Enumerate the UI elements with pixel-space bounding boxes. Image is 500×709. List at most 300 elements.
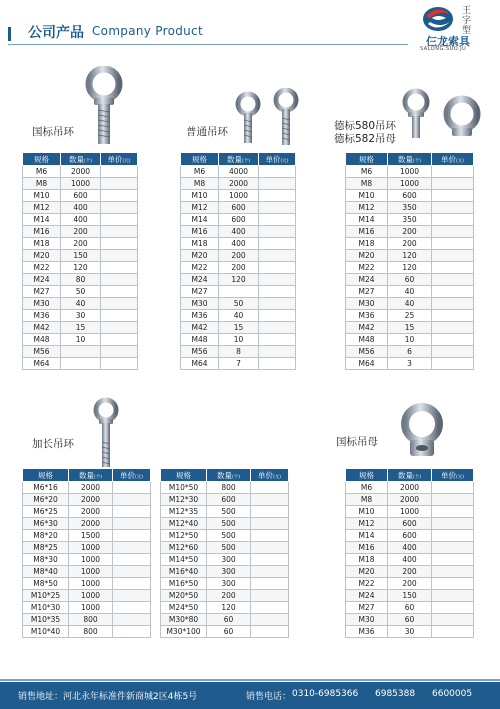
col-header-qty: 数量(个) [388,469,432,482]
table-row [161,518,289,530]
table-row [181,226,296,238]
cell-qty: 200 [388,226,432,238]
cell-price [259,286,296,298]
cell-spec: M14 [23,214,61,226]
cell-spec: M27 [23,286,61,298]
cell-qty: 15 [219,322,259,334]
cell-qty: 10 [61,334,101,346]
table-row [346,482,474,494]
table-row [23,518,151,530]
cell-spec: M8*40 [23,566,69,578]
table-row [23,482,151,494]
table-row [23,494,151,506]
cell-price [113,530,151,542]
table-row [346,614,474,626]
cell-qty: 40 [388,286,432,298]
table-row [23,274,138,286]
table-row [23,178,138,190]
table-row [346,602,474,614]
cell-price [259,166,296,178]
cell-qty [61,346,101,358]
long-eye-bolt-table-b [160,468,289,638]
cell-qty: 2000 [69,506,113,518]
cell-qty: 200 [388,566,432,578]
table-row [346,250,474,262]
table-row [181,178,296,190]
cell-price [113,494,151,506]
table-row [23,358,138,370]
table-row [23,322,138,334]
col-header-spec: 规格 [23,469,69,482]
table-row [181,274,296,286]
cell-price [101,310,138,322]
cell-price [432,298,474,310]
cell-price [432,566,474,578]
cell-price [101,298,138,310]
cell-price [251,482,289,494]
cell-spec: M20 [23,250,61,262]
table-row [181,358,296,370]
table-row [23,590,151,602]
header-title-en: Company Product [92,24,203,38]
cell-qty: 120 [388,250,432,262]
cell-price [432,166,474,178]
cell-qty: 200 [219,250,259,262]
cell-price [251,626,289,638]
cell-qty: 200 [61,226,101,238]
cell-qty: 8 [219,346,259,358]
cell-price [113,626,151,638]
cell-spec: M14 [346,214,388,226]
cell-qty: 2000 [69,482,113,494]
table-row [181,190,296,202]
long-eye-bolt-label: 加长吊环 [32,438,74,450]
table-row [23,286,138,298]
cell-price [251,518,289,530]
col-header-qty: 数量(个) [69,469,113,482]
common-eye-bolt-label: 普通吊环 [186,126,228,138]
cell-spec: M14*50 [161,554,207,566]
cell-qty: 350 [388,202,432,214]
cell-qty: 500 [207,506,251,518]
cell-price [432,482,474,494]
cell-spec: M6 [181,166,219,178]
footer-phone-2: 6985388 [375,689,416,699]
cell-qty: 60 [388,614,432,626]
table-row [23,202,138,214]
cell-price [101,358,138,370]
table-row [346,566,474,578]
cell-price [432,494,474,506]
cell-qty: 600 [388,518,432,530]
table-row [23,298,138,310]
cell-qty: 6 [388,346,432,358]
cell-spec: M22 [181,262,219,274]
cell-spec: M56 [181,346,219,358]
table-row [23,346,138,358]
cell-price [432,554,474,566]
cell-spec: M18 [346,238,388,250]
cell-price [113,542,151,554]
col-header-spec: 规格 [161,469,207,482]
cell-spec: M42 [346,322,388,334]
col-header-price: 单价(元) [432,469,474,482]
cell-price [101,262,138,274]
cell-spec: M14 [181,214,219,226]
cell-spec: M8*25 [23,542,69,554]
table-row [181,298,296,310]
gb-eye-nut-table [345,468,474,638]
table-row [161,614,289,626]
cell-price [259,310,296,322]
cell-qty: 120 [61,262,101,274]
cell-spec: M20*50 [161,590,207,602]
table-row [346,542,474,554]
gb-eye-nut-image [396,402,448,462]
cell-price [432,274,474,286]
cell-qty: 80 [61,274,101,286]
col-header-spec: 规格 [346,153,388,166]
cell-qty: 1000 [69,578,113,590]
cell-spec: M12*35 [161,506,207,518]
cell-price [113,518,151,530]
table-row [346,626,474,638]
cell-spec: M48 [181,334,219,346]
cell-price [432,358,474,370]
table-row [346,554,474,566]
cell-spec: M12*50 [161,530,207,542]
cell-spec: M6*16 [23,482,69,494]
col-header-price: 单价(元) [259,153,296,166]
cell-spec: M22 [346,578,388,590]
cell-price [259,190,296,202]
logo-signature: 王字型 [462,6,472,36]
table-row [161,554,289,566]
cell-spec: M10*25 [23,590,69,602]
cell-spec: M10 [181,190,219,202]
cell-price [259,202,296,214]
cell-spec: M24 [346,590,388,602]
table-row [161,506,289,518]
cell-spec: M8 [181,178,219,190]
cell-spec: M8 [346,178,388,190]
cell-price [432,190,474,202]
table-row [181,166,296,178]
cell-price [432,178,474,190]
din580-label-line1: 德标580吊环 [334,120,397,132]
cell-qty: 400 [61,214,101,226]
cell-spec: M6 [346,166,388,178]
cell-spec: M8*50 [23,578,69,590]
cell-qty: 60 [388,602,432,614]
cell-spec: M6*20 [23,494,69,506]
cell-qty: 600 [219,202,259,214]
cell-price [101,274,138,286]
cell-qty: 2000 [219,178,259,190]
table-row [161,482,289,494]
cell-qty: 200 [388,578,432,590]
cell-qty: 2000 [388,494,432,506]
footer-phone-label: 销售电话： [246,692,292,702]
cell-price [259,214,296,226]
cell-qty [61,358,101,370]
col-header-spec: 规格 [181,153,219,166]
cell-price [432,590,474,602]
cell-price [432,286,474,298]
cell-spec: M27 [346,602,388,614]
table-row [23,250,138,262]
logo-brand-text: 仨龙索具 [426,35,470,48]
cell-price [432,614,474,626]
cell-spec: M42 [181,322,219,334]
long-eye-bolt-image [86,396,126,470]
cell-price [101,166,138,178]
cell-qty: 2000 [69,494,113,506]
cell-price [259,178,296,190]
cell-spec: M20 [181,250,219,262]
cell-spec: M27 [181,286,219,298]
table-row [23,226,138,238]
common-eye-bolt-image [234,88,304,154]
table-row [23,566,151,578]
cell-spec: M14 [346,530,388,542]
cell-spec: M56 [23,346,61,358]
cell-qty: 1000 [69,590,113,602]
cell-price [251,506,289,518]
table-row [23,190,138,202]
cell-qty: 300 [207,566,251,578]
cell-spec: M10*40 [23,626,69,638]
cell-spec: M16 [346,542,388,554]
cell-qty: 1000 [69,554,113,566]
cell-qty: 30 [388,626,432,638]
common-eye-bolt-table [180,152,296,370]
cell-spec: M10*50 [161,482,207,494]
cell-price [432,626,474,638]
table-row [346,298,474,310]
table-row [346,190,474,202]
cell-spec: M8*30 [23,554,69,566]
table-row [23,238,138,250]
cell-spec: M36 [23,310,61,322]
table-row [23,602,151,614]
cell-price [113,554,151,566]
cell-spec: M8*20 [23,530,69,542]
cell-qty: 4000 [219,166,259,178]
table-row [346,322,474,334]
cell-spec: M24*50 [161,602,207,614]
cell-qty: 50 [219,298,259,310]
cell-qty: 600 [219,214,259,226]
cell-price [101,190,138,202]
gb-eye-nut-label: 国标吊母 [336,436,378,448]
col-header-qty: 数量(个) [61,153,101,166]
cell-spec: M36 [346,626,388,638]
table-row [181,214,296,226]
cell-qty: 7 [219,358,259,370]
cell-price [432,578,474,590]
cell-price [251,542,289,554]
cell-qty: 350 [388,214,432,226]
cell-qty: 800 [69,614,113,626]
cell-price [432,518,474,530]
cell-price [432,310,474,322]
table-row [23,506,151,518]
cell-qty: 150 [388,590,432,602]
cell-qty: 600 [207,494,251,506]
cell-spec: M10*30 [23,602,69,614]
cell-price [432,602,474,614]
cell-spec: M30 [346,298,388,310]
cell-spec: M10 [346,190,388,202]
cell-spec: M64 [346,358,388,370]
cell-qty: 1000 [388,178,432,190]
cell-spec: M8 [346,494,388,506]
cell-qty: 400 [219,238,259,250]
cell-price [251,590,289,602]
cell-qty: 120 [388,262,432,274]
cell-qty: 120 [207,602,251,614]
cell-price [101,250,138,262]
cell-price [259,334,296,346]
cell-spec: M8 [23,178,61,190]
cell-spec: M12 [23,202,61,214]
table-row [346,530,474,542]
cell-price [251,494,289,506]
header-divider [8,44,408,45]
cell-spec: M12*40 [161,518,207,530]
cell-price [432,250,474,262]
table-row [23,214,138,226]
table-row [346,334,474,346]
table-row [181,250,296,262]
table-row [161,542,289,554]
cell-qty: 500 [207,530,251,542]
table-row [181,202,296,214]
table-row [346,590,474,602]
cell-qty: 200 [61,238,101,250]
table-row [23,554,151,566]
table-row [23,334,138,346]
din580-image [400,86,492,142]
header-accent-bar [8,27,11,41]
cell-qty: 30 [61,310,101,322]
cell-price [251,578,289,590]
logo-brand-en: SALONG.SUO.JU [420,46,467,52]
cell-spec: M16 [23,226,61,238]
header-title-cn: 公司产品 [28,25,84,41]
cell-spec: M12 [346,518,388,530]
table-row [181,322,296,334]
table-row [181,334,296,346]
table-row [23,310,138,322]
cell-spec: M20 [346,566,388,578]
cell-spec: M16*40 [161,566,207,578]
table-row [161,494,289,506]
table-row [23,166,138,178]
cell-price [101,238,138,250]
cell-spec: M18 [23,238,61,250]
table-row [161,530,289,542]
cell-price [101,214,138,226]
cell-spec: M6 [23,166,61,178]
table-row [23,262,138,274]
cell-qty: 2000 [61,166,101,178]
cell-qty: 300 [207,578,251,590]
cell-spec: M12 [181,202,219,214]
cell-spec: M12*60 [161,542,207,554]
table-row [346,286,474,298]
cell-qty: 15 [61,322,101,334]
din580-label-line2: 德标582吊母 [334,133,397,145]
cell-qty: 120 [219,274,259,286]
gb-eye-bolt-image [82,66,126,148]
cell-spec: M6*30 [23,518,69,530]
cell-qty: 50 [61,286,101,298]
cell-price [259,346,296,358]
cell-price [259,262,296,274]
table-row [346,178,474,190]
cell-qty: 10 [219,334,259,346]
table-row [181,286,296,298]
cell-spec: M24 [181,274,219,286]
cell-qty: 1000 [388,166,432,178]
cell-spec: M20 [346,250,388,262]
cell-qty: 800 [69,626,113,638]
cell-qty: 150 [61,250,101,262]
cell-qty: 400 [219,226,259,238]
cell-spec: M22 [23,262,61,274]
cell-price [432,346,474,358]
cell-spec: M16 [181,226,219,238]
table-row [23,614,151,626]
cell-spec: M18 [346,554,388,566]
cell-price [101,334,138,346]
col-header-price: 单价(元) [113,469,151,482]
cell-price [251,614,289,626]
table-row [346,578,474,590]
col-header-spec: 规格 [346,469,388,482]
table-row [346,202,474,214]
long-eye-bolt-table-a [22,468,151,638]
cell-price [101,286,138,298]
table-row [161,590,289,602]
cell-spec: M48 [346,334,388,346]
col-header-price: 单价(元) [432,153,474,166]
cell-price [251,602,289,614]
table-row [23,530,151,542]
col-header-price: 单价(元) [101,153,138,166]
cell-qty: 15 [388,322,432,334]
cell-price [432,214,474,226]
cell-qty: 500 [207,518,251,530]
cell-price [113,578,151,590]
cell-price [251,566,289,578]
din580-table [345,152,474,370]
col-header-qty: 数量(个) [388,153,432,166]
cell-qty: 60 [388,274,432,286]
cell-spec: M24 [346,274,388,286]
cell-spec: M18 [181,238,219,250]
table-row [23,542,151,554]
cell-price [432,530,474,542]
cell-qty: 2000 [388,482,432,494]
table-row [346,274,474,286]
cell-qty: 200 [388,238,432,250]
table-row [161,566,289,578]
cell-price [113,614,151,626]
cell-spec: M56 [346,346,388,358]
